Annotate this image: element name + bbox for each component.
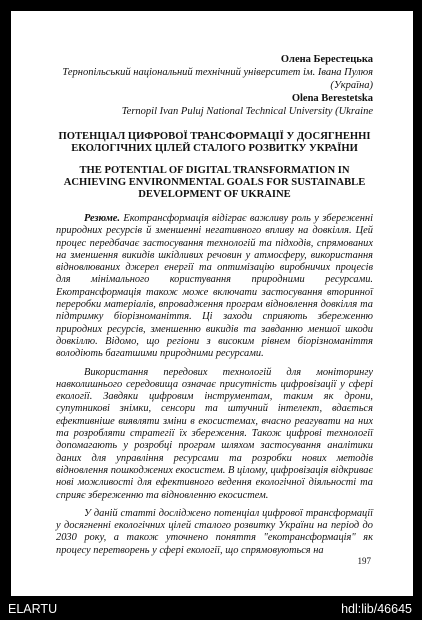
author-name-ua: Олена Берестецька — [280, 54, 373, 65]
page-number: 197 — [357, 556, 371, 566]
abstract-paragraph — [56, 213, 373, 361]
document-page — [11, 11, 413, 596]
body-paragraph-2: Використання передових технологій для моніторингу навколишнього середовища означає присутність цифровізації у сфері екології. Завдяки цифровим інструментам, таким як дрони, супутникові знімки, сенсори та штучний інтелект, вдається ефективніше виявляти зміни в екосистемах, вчасно реагувати на них та розробляти стратегії їх збереження. Також цифрові технології допомагають у розробці програм шляхом застосування аналітики даних для управління ресурсами та розробки нових методів відновлення пошкоджених екосистем. В цілому, цифровізація відкриває нові можливості для ефективного ведення екологічної діяльності та сприяє збереженню та відновленню екосистем. — [56, 366, 373, 501]
author-affiliation-ua: Тернопільський національний технічний університет ім. Івана Пулюя (Україна) — [62, 67, 373, 91]
title-ua: ПОТЕНЦІАЛ ЦИФРОВОЇ ТРАНСФОРМАЦІЇ У ДОСЯГНЕННІ ЕКОЛОГІЧНИХ ЦІЛЕЙ СТАЛОГО РОЗВИТКУ УКРАЇНИ — [58, 131, 371, 154]
author-affiliation-en: Ternopil Ivan Puluj National Technical University (Ukraine — [121, 106, 373, 117]
viewer-footer — [0, 597, 422, 620]
handle-id: hdl:lib/46645 — [341, 602, 412, 616]
author-name-en: Olena Berestetska — [291, 93, 373, 104]
author-block-en — [56, 92, 373, 118]
body-paragraph-3: У даній статті досліджено потенціал цифрової трансформації у досягненні екологічних цілей сталого розвитку України на період до 2030 року, а також уточнено поняття "екотрансформація" як процесу перетворень у сфері екології, що спрямовуються на — [56, 507, 373, 556]
title-en: THE POTENTIAL OF DIGITAL TRANSFORMATION IN ACHIEVING ENVIRONMENTAL GOALS FOR SUSTAINABLE DEVELOPMENT OF UKRAINE — [63, 165, 366, 200]
repository-name: ELARTU — [8, 602, 58, 616]
abstract-label: Резюме. — [84, 213, 121, 224]
author-block-ua — [56, 53, 373, 92]
abstract-text: Екотрансформація відіграє важливу роль у збереженні природних ресурсів й зменшенні негативного впливу на довкілля. Цей процес передбачає застосування технологій та підходів, спрямованих на зменшення викидів шкідливих речовин у атмосферу, використання відновлюваних джерел енергії та оптимізацію виробничих процесів для мінімального користування природними ресурсами. Екотрансформація також може включати застосування вторинної переробки матеріалів, впровадження програм відновлення довкілля та підтримку біорізноманіття. Ці заходи сприяють збереженню природних ресурсів, зменшенню викидів та завданню меншої шкоди довкіллю. Відомо, що регіони з високим рівнем біорізноманіття володіють багатшими природними ресурсами. — [56, 213, 373, 360]
